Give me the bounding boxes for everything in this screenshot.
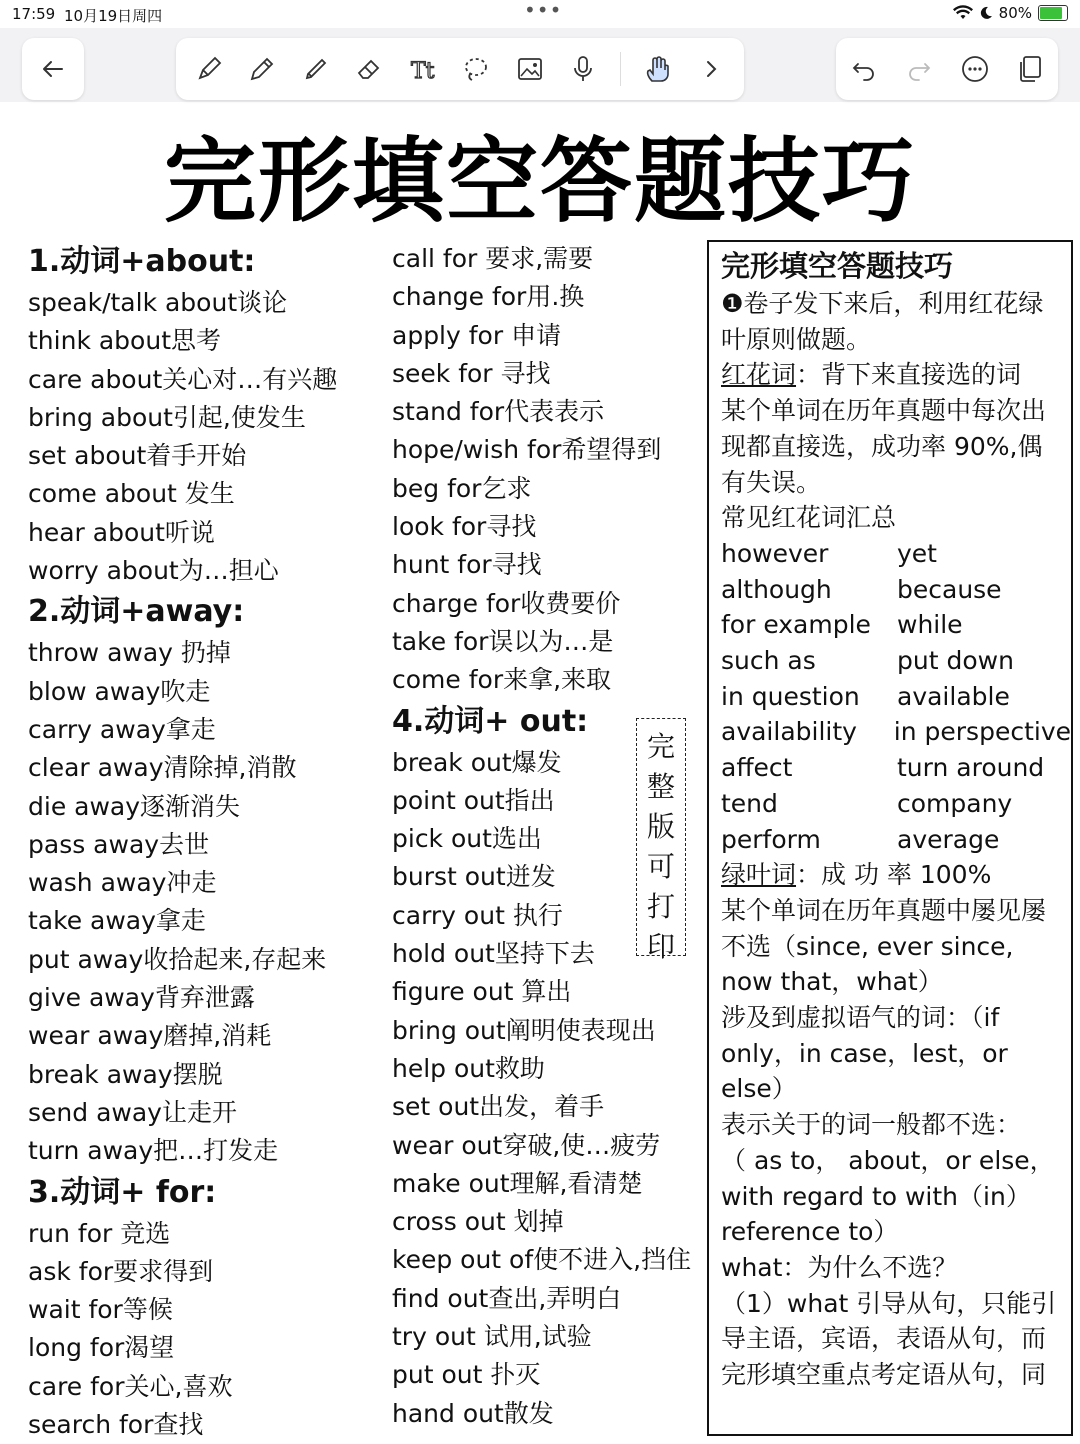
phrase-item: burst out迸发 [392, 862, 556, 892]
red-flower-word: tend [721, 788, 778, 818]
mic-icon[interactable] [566, 52, 600, 86]
red-flower-word-row [721, 572, 1071, 608]
red-flower-word: because [897, 574, 1002, 604]
phrase-item: search for查找 [28, 1410, 204, 1440]
phrase-item: long for渴望 [28, 1333, 175, 1363]
phrase-item: keep out of使不进入,挡住 [392, 1245, 692, 1275]
red-flower-word: perform [721, 824, 821, 854]
phrase-item: die away逐渐消失 [28, 791, 241, 821]
phrase-item: apply for 申请 [392, 320, 562, 350]
redo-icon[interactable] [902, 52, 936, 86]
phrase-item: hold out坚持下去 [392, 939, 595, 969]
phrase-item: give away背弃泄露 [28, 983, 255, 1013]
phrase-item: try out 试用,试验 [392, 1322, 592, 1352]
phrase-item: seek for 寻找 [392, 358, 551, 388]
tips-line: （1）what 引导从句，只能引 [721, 1288, 1057, 1318]
phrase-item: blow away吹走 [28, 676, 211, 706]
phrase-item: turn away把…打发走 [28, 1136, 279, 1166]
phrase-item: send away让走开 [28, 1097, 237, 1127]
stamp-char: 整 [646, 770, 675, 803]
tips-line: 导主语，宾语，表语从句，而 [721, 1324, 1047, 1354]
stamp-char: 印 [646, 930, 675, 963]
battery-icon [1038, 5, 1068, 21]
phrase-item: take for误以为…是 [392, 626, 614, 656]
phrase-item: figure out 算出 [392, 977, 572, 1007]
phrase-item: pick out选出 [392, 824, 542, 854]
phrase-item: set out出发，着手 [392, 1092, 605, 1122]
printable-stamp [636, 718, 686, 963]
red-flower-word: availability [721, 717, 857, 747]
phrase-item: come for来拿,来取 [392, 665, 612, 695]
tips-line: 完形填空重点考定语从句，同 [721, 1360, 1047, 1390]
phrase-item: wait for等候 [28, 1295, 173, 1325]
red-flower-line: 有失误。 [721, 467, 822, 497]
phrase-item: wear out穿破,使…疲劳 [392, 1130, 661, 1160]
red-flower-word: although [721, 574, 832, 604]
phrase-item: bring out阐明使表现出 [392, 1015, 656, 1045]
phrase-item: change for用.换 [392, 282, 585, 312]
tips-intro-1: ❶卷子发下来后，利用红花绿 [721, 289, 1044, 318]
arrow-left-icon [36, 52, 70, 86]
phrase-item: take away拿走 [28, 906, 206, 936]
red-flower-line: 常见红花词汇总 [721, 503, 897, 533]
red-flower-word: put down [897, 646, 1014, 676]
phrase-item: wash away冲走 [28, 868, 217, 898]
phrase-item: hope/wish for希望得到 [392, 435, 662, 465]
stamp-char: 可 [646, 850, 675, 883]
drawing-tools [176, 38, 744, 100]
red-flower-word-row [721, 607, 1071, 643]
pen-icon[interactable] [192, 52, 226, 86]
back-button[interactable] [22, 38, 84, 100]
status-right [953, 4, 1068, 22]
phrase-item: worry about为…担心 [28, 556, 279, 586]
red-flower-word-row [721, 714, 1071, 750]
red-flower-word: affect [721, 753, 793, 783]
tips-line: 不选（since, ever since, [721, 931, 1014, 961]
tips-line: 表示关于的词一般都不选： [721, 1110, 1022, 1140]
stamp-char: 版 [646, 810, 675, 843]
tips-line: （ as to， about，or else， [721, 1145, 1055, 1175]
phrase-item: bring about引起,使发生 [28, 402, 306, 432]
eraser-icon[interactable] [352, 52, 386, 86]
red-flower-word-row [721, 679, 1071, 715]
tips-line: only，in case，lest，or [721, 1038, 1008, 1068]
phrase-item: charge for收费要价 [392, 588, 621, 618]
phrase-item: point out指出 [392, 785, 555, 815]
green-leaf-desc: ：成 功 率 100% [796, 860, 992, 890]
tips-line: with regard to with（in） [721, 1181, 1031, 1211]
multitask-dots[interactable]: ••• [524, 0, 563, 22]
phrase-item: break away摆脱 [28, 1059, 223, 1089]
phrase-item: think about思考 [28, 326, 221, 356]
red-flower-heading [721, 357, 1071, 393]
phrase-item: hunt for寻找 [392, 550, 542, 580]
phrase-item: call for 要求,需要 [392, 244, 594, 273]
phrase-item: pass away去世 [28, 829, 210, 859]
tips-intro-2: 叶原则做题。 [721, 324, 872, 354]
phrase-item: find out查出,弄明白 [392, 1283, 622, 1313]
status-date: 10月19日周四 [64, 7, 163, 25]
lasso-icon[interactable] [459, 52, 493, 86]
phrase-item: carry out 执行 [392, 900, 563, 930]
red-flower-word: however [721, 538, 829, 568]
phrase-item: speak/talk about谈论 [28, 288, 288, 317]
red-flower-label: 红花词 [721, 360, 797, 390]
pencil-icon[interactable] [245, 52, 279, 86]
document-actions [836, 38, 1058, 100]
undo-icon[interactable] [847, 52, 881, 86]
phrase-column-1 [28, 240, 378, 1444]
red-flower-line: 现都直接选，成功率 90%,偶 [721, 431, 1043, 461]
image-icon[interactable] [513, 52, 547, 86]
battery-percent: 80% [998, 4, 1032, 22]
tips-title: 完形填空答题技巧 [721, 249, 954, 283]
toolbar-separator [620, 52, 621, 86]
tips-line: reference to） [721, 1217, 899, 1247]
red-flower-word: turn around [897, 753, 1045, 783]
red-flower-word: such as [721, 646, 816, 676]
phrase-item: come about 发生 [28, 479, 235, 509]
stamp-char: 完 [646, 730, 675, 763]
page-title: 完形填空答题技巧 [163, 128, 916, 235]
section-heading: 4.动词+ out: [392, 703, 589, 739]
phrase-item: set about着手开始 [28, 441, 247, 471]
phrase-item: put away收拾起来,存起来 [28, 944, 327, 974]
tips-line: now that，what） [721, 967, 943, 997]
section-heading: 1.动词+about: [28, 244, 256, 279]
red-flower-word: in perspective [893, 717, 1071, 747]
red-flower-word-row [721, 643, 1071, 679]
phrase-item: run for 竞选 [28, 1218, 171, 1248]
tips-box [707, 240, 1073, 1436]
red-flower-word: company [897, 788, 1013, 818]
phrase-item: help out救助 [392, 1053, 545, 1083]
stamp-char: 打 [646, 890, 675, 923]
phrase-item: stand for代表表示 [392, 397, 605, 427]
red-flower-word-row [721, 822, 1071, 858]
red-flower-word: yet [897, 538, 937, 568]
more-icon[interactable] [958, 52, 992, 86]
marker-icon[interactable] [299, 52, 333, 86]
phrase-item: hand out散发 [392, 1398, 554, 1428]
phrase-item: hear about听说 [28, 517, 215, 547]
phrase-item: put out 扑灭 [392, 1360, 541, 1390]
phrase-item: care for关心,喜欢 [28, 1371, 233, 1401]
red-flower-line: 某个单词在历年真题中每次出 [721, 396, 1047, 426]
tips-line: what：为什么不选？ [721, 1252, 958, 1282]
red-flower-word: average [897, 824, 1000, 854]
pages-icon[interactable] [1013, 52, 1047, 86]
green-leaf-label: 绿叶词 [721, 860, 797, 890]
phrase-item: ask for要求得到 [28, 1256, 214, 1286]
red-flower-word: in question [721, 681, 860, 711]
section-heading: 2.动词+away: [28, 594, 245, 630]
svg-text:Tt: Tt [410, 59, 435, 84]
red-flower-word: available [897, 681, 1010, 711]
red-flower-word: for example [721, 610, 871, 640]
phrase-item: wear away磨掉,消耗 [28, 1021, 272, 1051]
red-flower-word-row [721, 750, 1071, 786]
green-leaf-heading [721, 857, 1071, 893]
hand-icon[interactable] [641, 52, 675, 86]
red-flower-word-row [721, 536, 1071, 572]
red-flower-word: while [897, 610, 963, 640]
text-icon[interactable] [406, 52, 440, 86]
status-bar [0, 0, 1080, 28]
chevron-right-icon[interactable] [694, 52, 728, 86]
wifi-icon [953, 5, 973, 21]
phrase-item: break out爆发 [392, 747, 562, 777]
phrase-item: make out理解,看清楚 [392, 1168, 643, 1198]
red-flower-desc: ：背下来直接选的词 [796, 360, 1022, 390]
phrase-item: clear away清除掉,消散 [28, 753, 297, 783]
tips-line: 涉及到虚拟语气的词：（if [721, 1003, 1000, 1033]
section-heading: 3.动词+ for: [28, 1174, 217, 1210]
status-time: 17:59 [12, 5, 56, 23]
phrase-item: look for寻找 [392, 512, 537, 542]
phrase-item: beg for乞求 [392, 473, 532, 503]
phrase-item: cross out 划掉 [392, 1207, 564, 1237]
phrase-item: care about关心对…有兴趣 [28, 364, 338, 394]
moon-icon [979, 6, 993, 20]
phrase-item: carry away拿走 [28, 714, 216, 744]
red-flower-word-row [721, 786, 1071, 822]
tips-line: 某个单词在历年真题中屡见屡 [721, 895, 1047, 925]
tips-line: else） [721, 1074, 797, 1104]
phrase-item: throw away 扔掉 [28, 638, 231, 668]
